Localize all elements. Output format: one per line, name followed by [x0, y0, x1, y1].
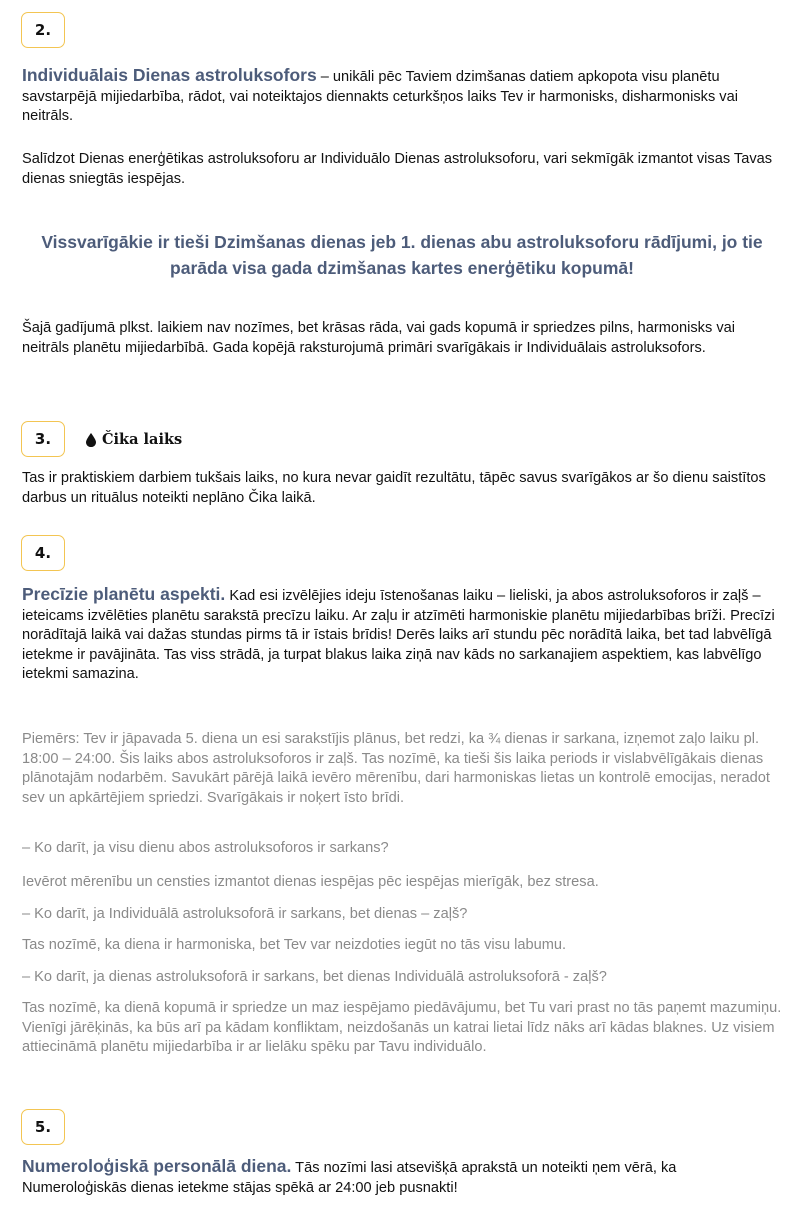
- section-5-badge: 5.: [21, 1109, 65, 1145]
- faq-answer-3: Tas nozīmē, ka dienā kopumā ir spriedze un maz iespējamo piedāvājumu, bet Tu vari prast no tās paņemt mazumiņu. Vienīgi jārēķinās, ka būs arī pa kādam konfliktam, neizdošanās un katrai lietai līdz nāks arī kādas blaknes. Uz visiem attiecināmā planētu mijiedarbība ir ar lielāku spēku par Tavu individuālo.: [22, 1000, 782, 1055]
- section-2-paragraph-3: Šajā gadījumā plkst. laikiem nav nozīmes, bet krāsas rāda, vai gads kopumā ir spriedzes pilns, harmonisks vai neitrāls planētu mijiedarbībā. Gada kopējā raksturojumā primāri svarīgākais ir Individuālais astroluksofors.: [22, 320, 735, 356]
- faq-answer-2: Tas nozīmē, ka diena ir harmoniska, bet Tev var neizdoties iegūt no tās visu labumu.: [22, 937, 567, 953]
- section-4-text: Kad esi izvēlējies ideju īstenošanas laiku – lieliski, ja abos astroluksoforos ir zaļš – ieteicams izvēlēties planētu sarakstā precīzu laiku. Ar zaļu ir atzīmēti harmoniskie planētu mijiedarbības brīži. Precīzi norādītajā laikā vai dažas stundas pirms tā ir īstais brīdis! Derēs laiks arī stundu pēc norādītā laika, bet tad labvēlīgā ietekme ir pavājināta. Tas viss strādā, ja turpat blakus laika ziņā nav kāds no sarkanajiem aspektiem, kas labvēlīgo ietekmi samazina.: [22, 588, 775, 682]
- section-4-badge: 4.: [21, 535, 65, 571]
- section-3-text: Tas ir praktiskiem darbiem tukšais laiks, no kura nevar gaidīt rezultātu, tāpēc savus svarīgākos ar šo dienu saistītos darbus un rituālus noteikti neplāno Čika laikā.: [22, 470, 766, 506]
- section-5-paragraph: [22, 1157, 782, 1198]
- section-5-text: Tās nozīmi lasi atsevišķā aprakstā un noteikti ņem vērā, ka Numeroloģiskās dienas ietekme stājas spēkā ar 24:00 jeb pusnakti!: [22, 1160, 677, 1196]
- faq-question-2: – Ko darīt, ja Individuālā astroluksoforā ir sarkans, bet dienas – zaļš?: [22, 906, 468, 922]
- section-2-intro-paragraph: [22, 66, 782, 127]
- drop-icon: [86, 433, 96, 447]
- cika-laiks-title: [86, 431, 182, 448]
- section-5-heading: Numeroloģiskā personālā diena.: [22, 1156, 292, 1176]
- section-4-example: Piemērs: Tev ir jāpavada 5. diena un esi sarakstījis plānus, bet redzi, ka ¾ dienas ir sarkana, izņemot zaļo laiku pl. 18:00 – 24:00. Šis laiks abos astroluksoforos ir zaļš. Tas nozīmē, ka tieši šis laika periods ir vislabvēlīgākais dienas plānotajām nodarbēm. Savukārt pārējā laikā ievēro mērenību, dari harmoniskas lietas un kontrolē emocijas, neradot sev un apkārtējiem spriedzi. Svarīgākais ir noķert īsto brīdi.: [22, 731, 770, 806]
- cika-laiks-label: Čika laiks: [102, 431, 183, 448]
- faq-question-3: – Ko darīt, ja dienas astroluksoforā ir sarkans, bet dienas Individuālā astroluksoforā - zaļš?: [22, 969, 607, 985]
- faq-answer-1: Ievērot mērenību un censties izmantot dienas iespējas pēc iespējas mierīgāk, bez stresa.: [22, 874, 599, 890]
- section-2-paragraph-2: Salīdzot Dienas enerģētikas astroluksoforu ar Individuālo Dienas astroluksoforu, vari sekmīgāk izmantot visas Tavas dienas sniegtās iespējas.: [22, 151, 773, 187]
- section-4-paragraph: [22, 585, 782, 685]
- section-2-heading: Individuālais Dienas astroluksofors: [22, 65, 317, 85]
- section-2-badge: 2.: [21, 12, 65, 48]
- section-4-heading: Precīzie planētu aspekti.: [22, 584, 226, 604]
- section-2-highlight: Vissvarīgākie ir tieši Dzimšanas dienas jeb 1. dienas abu astroluksoforu rādījumi, jo tie parāda visa gada dzimšanas kartes enerģētiku kopumā!: [41, 232, 763, 278]
- faq-question-1: – Ko darīt, ja visu dienu abos astroluksoforos ir sarkans?: [22, 840, 389, 856]
- section-3-badge: 3.: [21, 421, 65, 457]
- section-2-intro-text: – unikāli pēc Taviem dzimšanas datiem apkopota visu planētu savstarpējā mijiedarbība, rādot, vai noteiktajos diennakts ceturkšņos laiks Tev ir harmonisks, disharmonisks vai neitrāls.: [22, 69, 738, 124]
